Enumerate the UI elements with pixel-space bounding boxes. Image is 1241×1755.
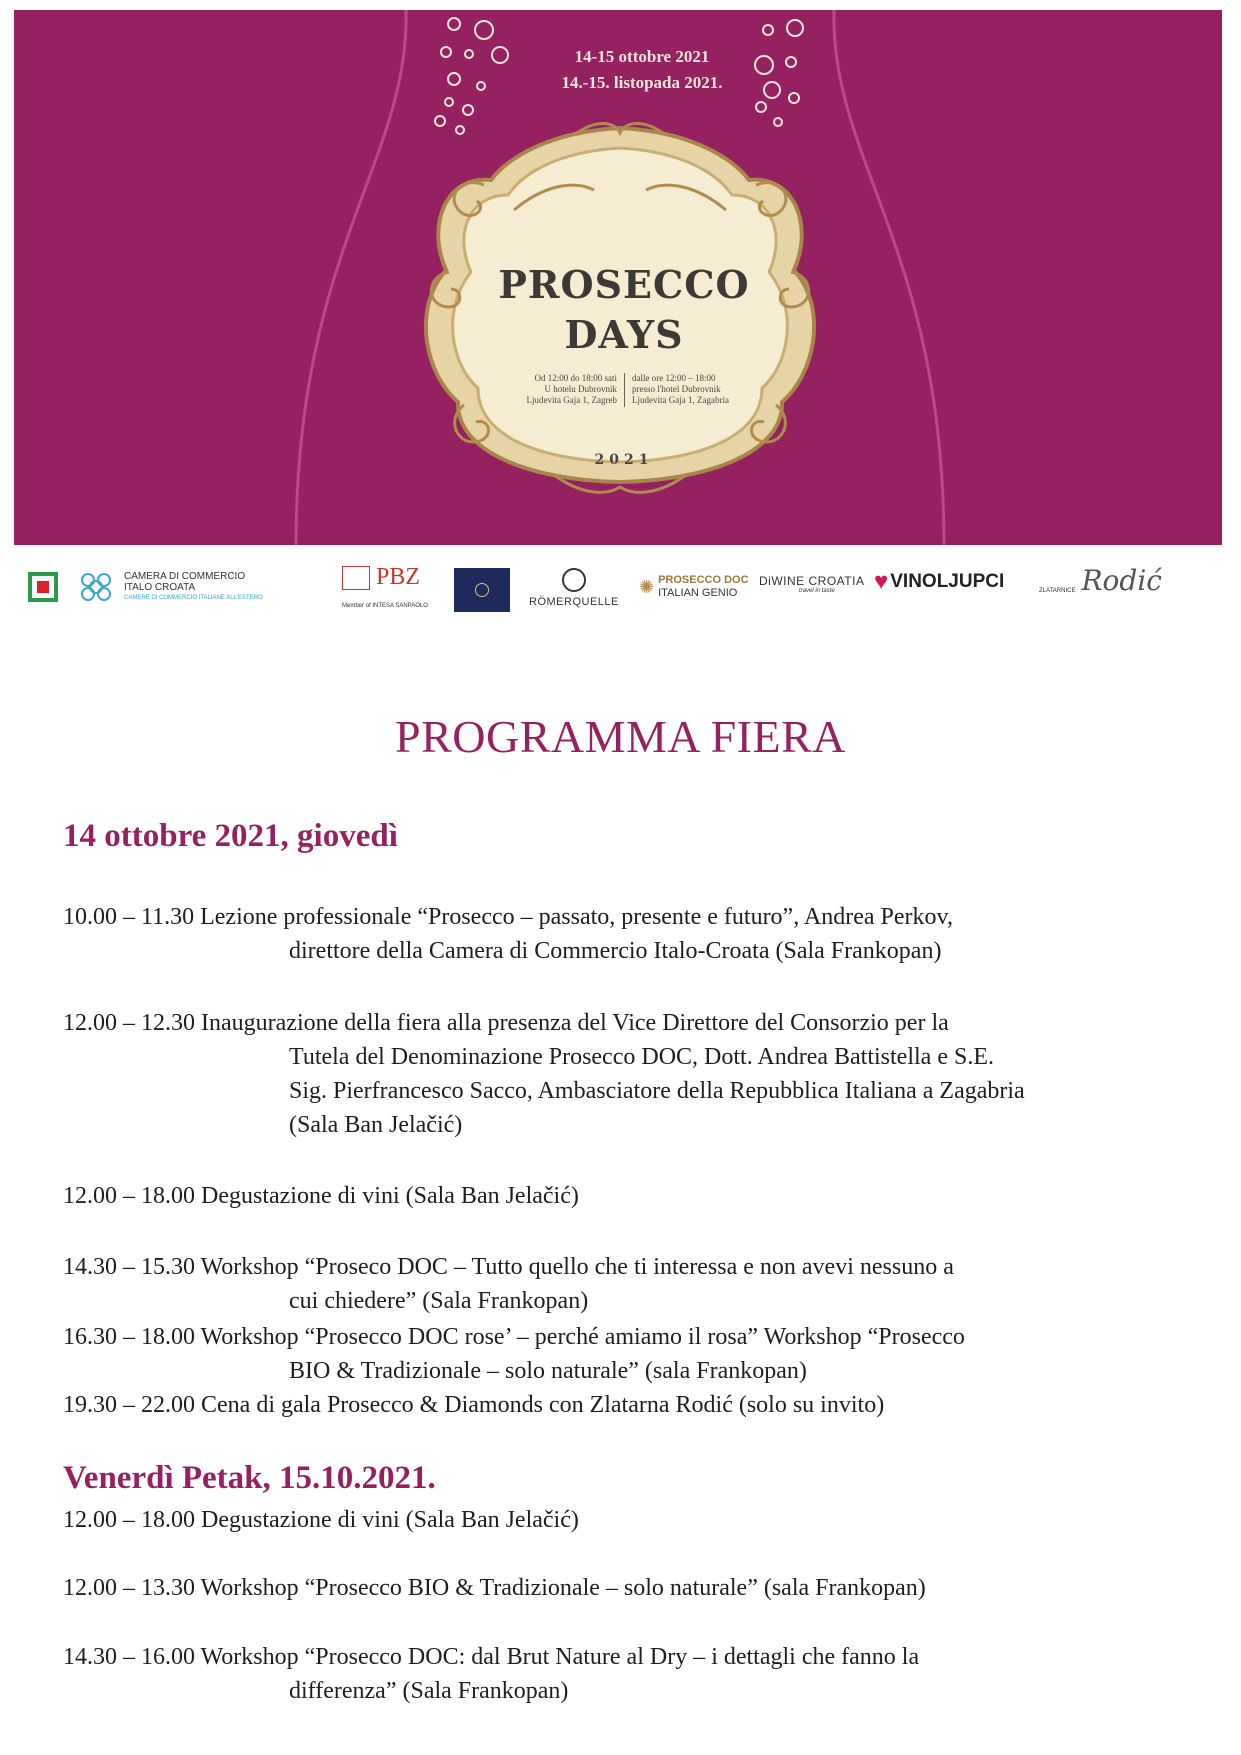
- pbz-mark-icon: [342, 566, 370, 590]
- schedule-entry: [63, 1388, 1213, 1422]
- title-prosecco: PROSECCO: [498, 262, 750, 307]
- entry-line: cui chiedere” (Sala Frankopan): [289, 1288, 589, 1314]
- prosecco-doc-logo: [639, 574, 749, 600]
- venue-info-italian: [632, 373, 762, 406]
- chamber-knot-icon: [76, 568, 116, 606]
- vinoljupci-text: VINOLJUPCI: [890, 571, 1005, 592]
- schedule-entry: [63, 1571, 1213, 1605]
- prosecco-doc-text: PROSECCO DOC: [658, 574, 749, 586]
- diwine-text: DiWINE CROATIA: [759, 574, 865, 588]
- day1-heading: 14 ottobre 2021, giovedì: [63, 818, 398, 854]
- emblem-icon: [475, 583, 489, 597]
- schedule-entry: [63, 1250, 1213, 1318]
- entry-line: 16.30 – 18.00 Workshop “Prosecco DOC rose’ – perché amiamo il rosa” Workshop “Prosecco: [63, 1324, 965, 1350]
- dates-italian: 14-15 ottobre 2021: [574, 47, 710, 66]
- venue-address-it: Ljudevita Gaja 1, Zagabria: [632, 395, 729, 405]
- schedule-entry: [63, 1640, 1213, 1708]
- venue-info-croatian: [487, 373, 617, 406]
- camera-commercio-logo: [76, 568, 263, 606]
- entry-line: 12.00 – 12.30 Inaugurazione della fiera alla presenza del Vice Direttore del Consorzio per la: [63, 1010, 949, 1036]
- entry-line: 12.00 – 18.00 Degustazione di vini (Sala Ban Jelačić): [63, 1507, 579, 1533]
- zlatarnice-text: ZLATARNICE: [1039, 587, 1076, 594]
- event-year: 2021: [594, 452, 654, 468]
- entry-line: (Sala Ban Jelačić): [289, 1112, 463, 1138]
- entry-line: 12.00 – 13.30 Workshop “Prosecco BIO & Tradizionale – solo naturale” (sala Frankopan): [63, 1575, 926, 1601]
- venue-divider: [624, 373, 625, 407]
- pbz-text: PBZ: [376, 564, 421, 590]
- romerquelle-crest-icon: [562, 568, 586, 592]
- day2-heading: Venerdì Petak, 15.10.2021.: [63, 1460, 436, 1496]
- entry-line: direttore della Camera di Commercio Italo-Croata (Sala Frankopan): [289, 938, 942, 964]
- pbz-sub: Member of INTESA SANPAOLO: [342, 603, 428, 609]
- venue-hotel-hr: U hotelu Dubrovnik: [544, 384, 617, 394]
- romerquelle-logo: [529, 568, 619, 608]
- program-title: PROGRAMMA FIERA: [395, 711, 846, 762]
- vinoljupci-logo: [874, 570, 1004, 594]
- camera-line1: CAMERA DI COMMERCIO: [124, 570, 246, 582]
- venue-hours-it: dalle ore 12:00 – 18:00: [632, 373, 716, 383]
- title-days: DAYS: [564, 312, 684, 357]
- camera-line3: CAMERE DI COMMERCIO ITALIANE ALL'ESTERO: [124, 594, 263, 601]
- sunburst-icon: ✺: [639, 576, 655, 597]
- event-dates: [512, 44, 772, 96]
- schedule-entry: [63, 1179, 1213, 1213]
- entry-line: 10.00 – 11.30 Lezione professionale “Prosecco – passato, presente e futuro”, Andrea Perkov,: [63, 904, 953, 930]
- entry-line: BIO & Tradizionale – solo naturale” (sala Frankopan): [289, 1358, 807, 1384]
- entry-line: differenza” (Sala Frankopan): [289, 1678, 569, 1704]
- venue-address-hr: Ljudevita Gaja 1, Zagreb: [526, 395, 617, 405]
- heart-icon: ♥: [874, 569, 889, 595]
- entry-line: 19.30 – 22.00 Cena di gala Prosecco & Diamonds con Zlatarna Rodić (solo su invito): [63, 1392, 885, 1418]
- event-title: [434, 260, 814, 360]
- entry-line: 12.00 – 18.00 Degustazione di vini (Sala Ban Jelačić): [63, 1183, 579, 1209]
- schedule-entry: [63, 1320, 1213, 1388]
- italian-genio-text: ITALIAN GENIO: [658, 587, 738, 599]
- dates-croatian: 14.-15. listopada 2021.: [561, 73, 723, 92]
- sponsor-strip: [14, 560, 1222, 630]
- event-banner: [14, 10, 1222, 545]
- diwine-logo: [759, 574, 864, 594]
- rodic-text: Rodić: [1081, 564, 1162, 597]
- pbz-logo: [342, 564, 428, 609]
- entry-line: 14.30 – 15.30 Workshop “Proseco DOC – Tutto quello che ti interessa e non avevi nessuno a: [63, 1254, 954, 1280]
- entry-line: 14.30 – 16.00 Workshop “Prosecco DOC: dal Brut Nature al Dry – i dettagli che fanno la: [63, 1644, 920, 1670]
- entry-line: Tutela del Denominazione Prosecco DOC, Dott. Andrea Battistella e S.E.: [289, 1044, 994, 1070]
- entry-line: Sig. Pierfrancesco Sacco, Ambasciatore della Repubblica Italiana a Zagabria: [289, 1078, 1025, 1104]
- venue-hours-hr: Od 12:00 do 18:00 sati: [534, 373, 617, 383]
- romerquelle-text: RÖMERQUELLE: [529, 596, 619, 608]
- schedule-entry: [63, 1006, 1213, 1142]
- schedule-entry: [63, 900, 1213, 968]
- camera-line2: ITALO CROATA: [124, 581, 196, 593]
- venue-hotel-it: presso l'hotel Dubrovnik: [632, 384, 721, 394]
- schedule-entry: [63, 1503, 1213, 1537]
- embassy-logo: [454, 568, 510, 612]
- croatian-italian-flag-icon: [28, 572, 58, 602]
- rodic-logo: [1039, 564, 1162, 597]
- diwine-sub: travel in taste: [799, 588, 835, 594]
